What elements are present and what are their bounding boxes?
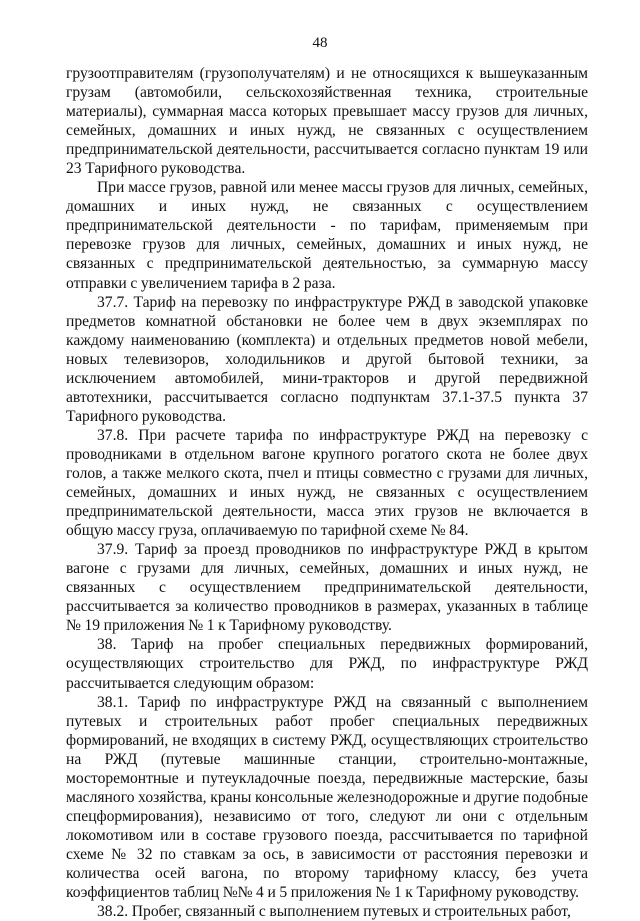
paragraph-37-7: 37.7. Тариф на перевозку по инфраструктуре РЖД в заводской упаковке предметов комнатной обстановки не более чем в двух экземплярах по каждому наименованию (комплекта) и отдельных предметов новой мебели, новых телевизоров, холодильников и другой бытовой техники, за исключением автомобилей, мини-тракторов и другой передвижной автотехники, рассчитывается согласно подпунктам 37.1-37.5 пункта 37 Тарифного руководства. [66,293,588,425]
paragraph-37-9: 37.9. Тариф за проезд проводников по инфраструктуре РЖД в крытом вагоне с грузами для личных, семейных, домашних и иных нужд, не связанных с осуществлением предпринимательской деятельности, рассчитывается за количество проводников в размерах, указанных в таблице № 19 приложения № 1 к Тарифному руководству. [66,541,588,635]
page-number: 48 [312,35,328,51]
paragraph-38-2: 38.2. Пробег, связанный с выполнением путевых и строительных работ, [97,903,571,921]
paragraph-37-8: 37.8. При расчете тарифа по инфраструктуре РЖД на перевозку с проводниками в отдельном вагоне крупного рогатого скота не более двух голов, а также мелкого скота, пчел и птицы совместно с грузами для личных, семейных, домашних и иных нужд, не связанных с осуществлением предпринимательской деятельности, масса этих грузов не включается в общую массу груза, оплачиваемую по тарифной схеме № 84. [66,426,588,540]
paragraph-38-1: 38.1. Тариф по инфраструктуре РЖД на связанный с выполнением путевых и строительных работ пробег специальных передвижных формирований, не входящих в систему РЖД, осуществляющих строительство на РЖД (путевые машинные станции, строительно-монтажные, мосторемонтные и путеукладочные поезда, передвижные мастерские, базы масляного хозяйства, краны консольные железнодорожные и другие подобные спецформирования), независимо от того, следуют ли они с отдельным локомотивом или в составе грузового поезда, рассчитывается по тарифной схеме № 32 по ставкам за ось, в зависимости от расстояния перевозки и количества осей вагона, по второму тарифному классу, без учета коэффициентов таблиц №№ 4 и 5 приложения № 1 к Тарифному руководству. [66,693,588,902]
paragraph-continuation: грузоотправителям (грузополучателям) и не относящихся к вышеуказанным грузам (автомобили, сельскохозяйственная техника, строительные материалы), суммарная масса которых превышает массу грузов для личных, семейных, домашних и иных нужд, не связанных с осуществлением предпринимательской деятельности, рассчитывается согласно пунктам 19 или 23 Тарифного руководства. [66,65,588,178]
document-body [66,64,588,921]
paragraph-38: 38. Тариф на пробег специальных передвижных формирований, осуществляющих строительство для РЖД, по инфраструктуре РЖД рассчитывается следующим образом: [66,636,588,692]
paragraph-mass-rule: При массе грузов, равной или менее массы грузов для личных, семейных, домашних и иных нужд, не связанных с осуществлением предпринимательской деятельности - по тарифам, применяемым при перевозке грузов для личных, семейных, домашних и иных нужд, не связанных с предпринимательской деятельностью, за суммарную массу отправки с увеличением тарифа в 2 раза. [66,179,588,292]
